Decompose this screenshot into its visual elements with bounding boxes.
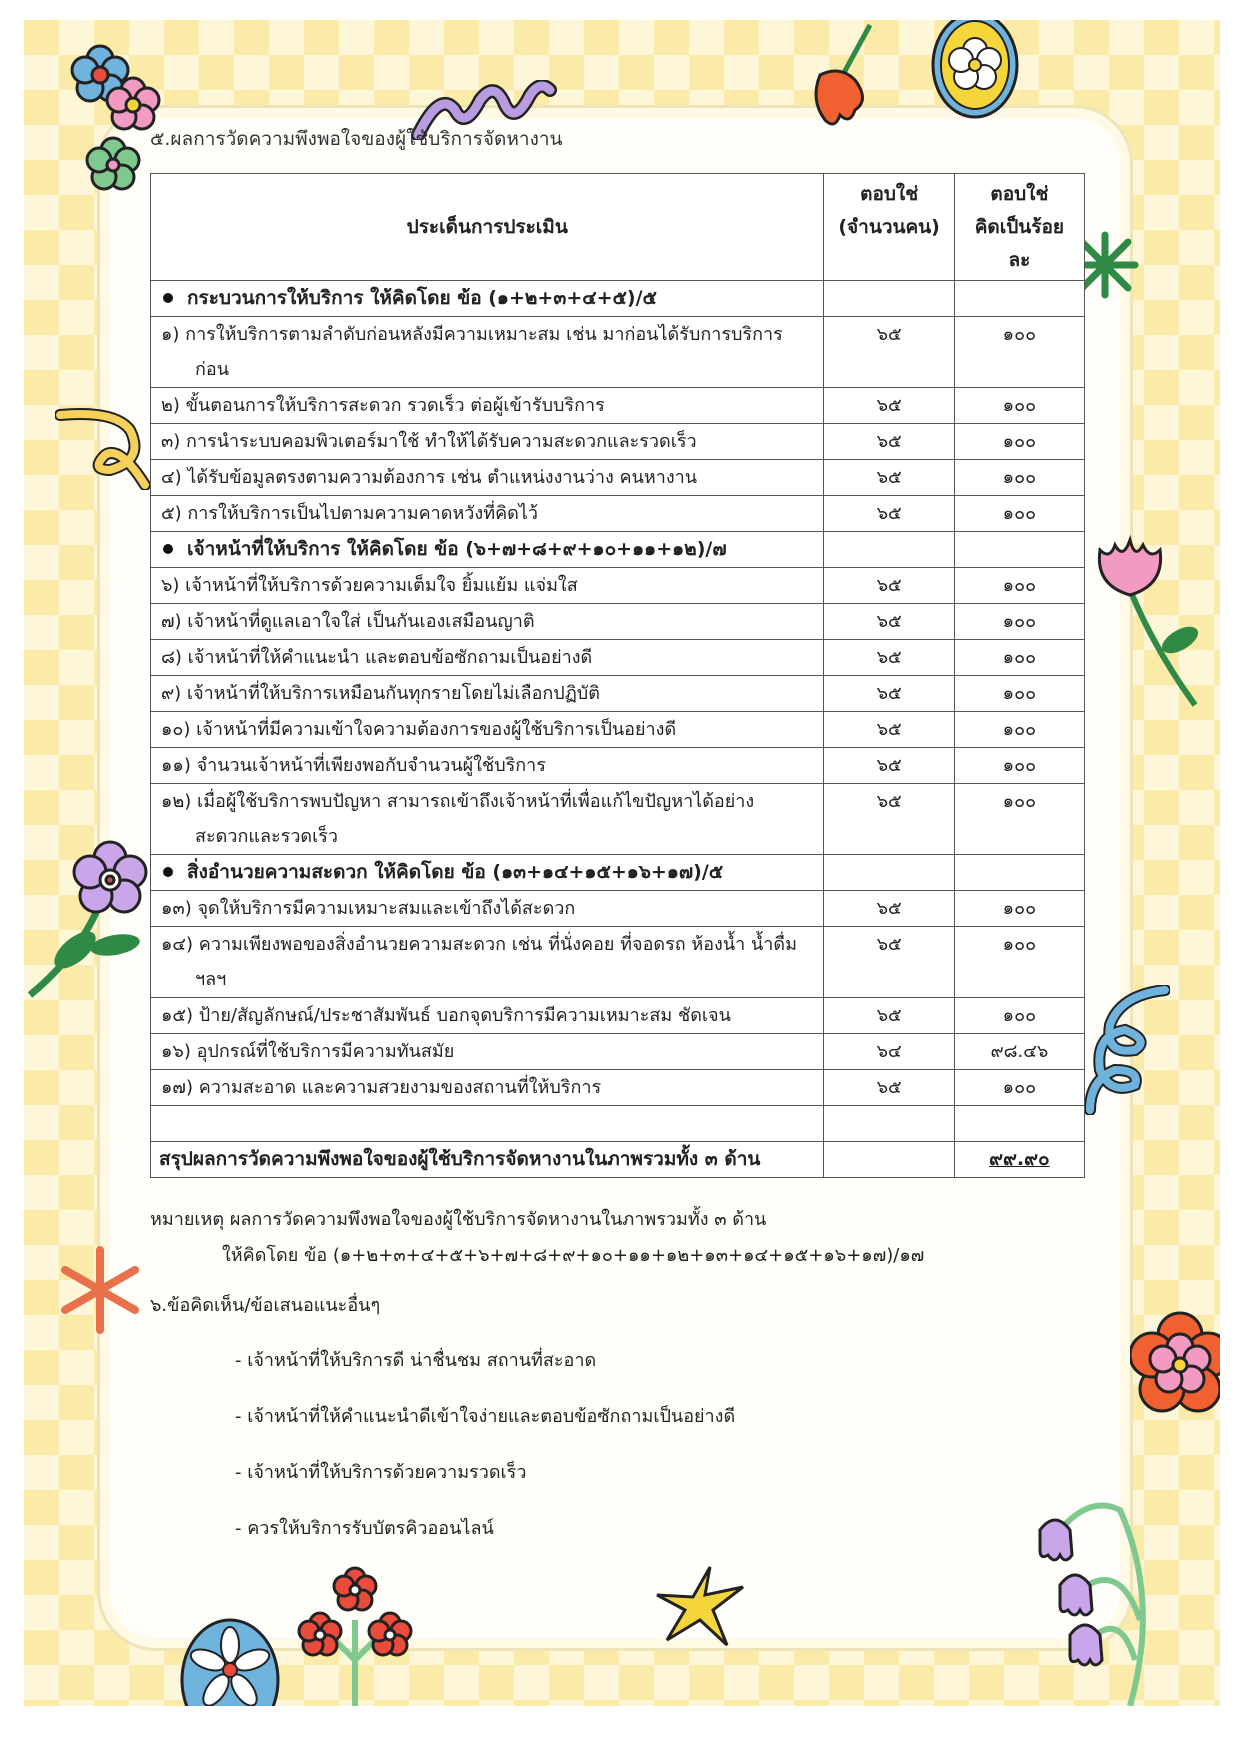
blank-row	[151, 1106, 1085, 1142]
item-description-cell	[151, 568, 824, 604]
note	[150, 1202, 924, 1274]
group-row	[151, 532, 1085, 568]
table-row	[151, 1034, 1085, 1070]
item-percent: ๑๐๐	[954, 784, 1084, 855]
item-percent: ๑๐๐	[954, 496, 1084, 532]
group-row	[151, 855, 1085, 891]
header-count-line2: (จำนวนคน)	[838, 215, 940, 238]
bullet-icon	[163, 293, 173, 303]
table-row	[151, 460, 1085, 496]
item-text: ๓) การนำระบบคอมพิวเตอร์มาใช้ ทำให้ได้รับความสะดวกและรวดเร็ว	[161, 431, 697, 452]
item-count: ๖๕	[824, 891, 954, 927]
item-count: ๖๕	[824, 1070, 954, 1106]
item-description-cell	[151, 424, 824, 460]
item-percent: ๑๐๐	[954, 424, 1084, 460]
item-description-cell	[151, 927, 824, 998]
item-description-cell	[151, 784, 824, 855]
bullet-icon	[163, 867, 173, 877]
item-percent: ๑๐๐	[954, 927, 1084, 998]
item-description-cell	[151, 317, 824, 388]
table-row	[151, 568, 1085, 604]
item-description-cell	[151, 748, 824, 784]
summary-percent: ๙๙.๙๐	[954, 1142, 1084, 1178]
item-percent: ๑๐๐	[954, 604, 1084, 640]
blank-cell	[151, 1106, 824, 1142]
item-text: ๑๕) ป้าย/สัญลักษณ์/ประชาสัมพันธ์ บอกจุดบริการมีความเหมาะสม ชัดเจน	[161, 1005, 731, 1026]
header-percent-line3: ละ	[1008, 248, 1031, 271]
item-text: ๑๓) จุดให้บริการมีความเหมาะสมและเข้าถึงได้สะดวก	[161, 898, 576, 919]
item-count: ๖๕	[824, 424, 954, 460]
item-description-cell	[151, 388, 824, 424]
item-description-cell	[151, 1070, 824, 1106]
blue-ribbon-icon	[1080, 985, 1170, 1115]
comment-item: - เจ้าหน้าที่ให้บริการด้วยความรวดเร็ว	[235, 1462, 527, 1483]
group-title: เจ้าหน้าที่ให้บริการ ให้คิดโดย ข้อ (๖+๗+๘+๙+๑๐+๑๑+๑๒)/๗	[187, 538, 727, 560]
group-title-cell	[151, 855, 824, 891]
header-count-line1: ตอบใช่	[860, 182, 919, 205]
note-line-2: ให้คิดโดย ข้อ (๑+๒+๓+๔+๕+๖+๗+๘+๙+๑๐+๑๑+๑๒+๑๓+๑๔+๑๕+๑๖+๑๗)/๑๗	[222, 1245, 925, 1266]
blank-cell	[824, 1106, 954, 1142]
item-percent: ๑๐๐	[954, 388, 1084, 424]
item-percent: ๑๐๐	[954, 676, 1084, 712]
item-count: ๖๕	[824, 568, 954, 604]
table-row	[151, 317, 1085, 388]
item-text-continuation: สะดวกและรวดเร็ว	[195, 826, 339, 847]
item-count: ๖๕	[824, 460, 954, 496]
group-title: สิ่งอำนวยความสะดวก ให้คิดโดย ข้อ (๑๓+๑๔+๑๕+๑๖+๑๗)/๕	[187, 861, 724, 883]
item-description-cell	[151, 604, 824, 640]
group-percent-cell	[954, 281, 1084, 317]
item-percent: ๑๐๐	[954, 460, 1084, 496]
group-title-cell	[151, 532, 824, 568]
item-description-cell	[151, 1034, 824, 1070]
group-count-cell	[824, 281, 954, 317]
orange-asterisk-icon	[55, 1245, 145, 1335]
item-count: ๖๕	[824, 604, 954, 640]
comment-item: - เจ้าหน้าที่ให้บริการดี น่าชื่นชม สถานที่สะอาด	[235, 1350, 597, 1371]
item-count: ๖๕	[824, 748, 954, 784]
group-count-cell	[824, 855, 954, 891]
item-count: ๖๕	[824, 317, 954, 388]
summary-label: สรุปผลการวัดความพึงพอใจของผู้ใช้บริการจัดหางานในภาพรวมทั้ง ๓ ด้าน	[151, 1142, 824, 1178]
header-topic: ประเด็นการประเมิน	[151, 174, 824, 281]
item-text: ๕) การให้บริการเป็นไปตามความคาดหวังที่คิดไว้	[161, 503, 538, 524]
bellflower-icon	[1010, 1500, 1160, 1706]
item-count: ๖๕	[824, 712, 954, 748]
item-percent: ๑๐๐	[954, 568, 1084, 604]
item-text: ๔) ได้รับข้อมูลตรงตามความต้องการ เช่น ตำแหน่งงานว่าง คนหางาน	[161, 467, 698, 488]
item-description-cell	[151, 496, 824, 532]
table-row	[151, 891, 1085, 927]
header-percent-line2: คิดเป็นร้อย	[974, 215, 1065, 238]
table-row	[151, 712, 1085, 748]
header-percent-line1: ตอบใช่	[990, 182, 1049, 205]
item-percent: ๑๐๐	[954, 317, 1084, 388]
item-percent: ๑๐๐	[954, 712, 1084, 748]
item-description-cell	[151, 460, 824, 496]
item-text: ๑๐) เจ้าหน้าที่มีความเข้าใจความต้องการของผู้ใช้บริการเป็นอย่างดี	[161, 719, 677, 740]
group-title: กระบวนการให้บริการ ให้คิดโดย ข้อ (๑+๒+๓+๔+๕)/๕	[187, 287, 657, 309]
group-title-cell	[151, 281, 824, 317]
item-count: ๖๕	[824, 998, 954, 1034]
item-text-continuation: ฯลฯ	[195, 969, 227, 990]
item-description-cell	[151, 712, 824, 748]
item-percent: ๑๐๐	[954, 748, 1084, 784]
header-percent	[954, 174, 1084, 281]
bottom-left-flowers-icon	[170, 1560, 460, 1706]
item-count: ๖๕	[824, 388, 954, 424]
summary-row	[151, 1142, 1085, 1178]
item-text: ๑๔) ความเพียงพอของสิ่งอำนวยความสะดวก เช่น ที่นั่งคอย ที่จอดรถ ห้องน้ำ น้ำดื่ม	[161, 934, 797, 955]
item-description-cell	[151, 891, 824, 927]
yellow-star-icon	[655, 1565, 745, 1650]
table-row	[151, 927, 1085, 998]
item-text: ๘) เจ้าหน้าที่ให้คำแนะนำ และตอบข้อซักถามเป็นอย่างดี	[161, 647, 593, 668]
group-row	[151, 281, 1085, 317]
section-6-title: ๖.ข้อคิดเห็น/ข้อเสนอแนะอื่นๆ	[150, 1295, 381, 1316]
item-text: ๒) ขั้นตอนการให้บริการสะดวก รวดเร็ว ต่อผู้เข้ารับบริการ	[161, 395, 605, 416]
item-count: ๖๕	[824, 784, 954, 855]
item-percent: ๑๐๐	[954, 998, 1084, 1034]
table-row	[151, 604, 1085, 640]
item-text: ๙) เจ้าหน้าที่ให้บริการเหมือนกันทุกรายโดยไม่เลือกปฏิบัติ	[161, 683, 600, 704]
item-text: ๑) การให้บริการตามลำดับก่อนหลังมีความเหมาะสม เช่น มาก่อนได้รับการบริการ	[161, 324, 783, 345]
item-count: ๖๕	[824, 676, 954, 712]
section-5-title: ๕.ผลการวัดความพึงพอใจของผู้ใช้บริการจัดหางาน	[150, 128, 563, 150]
comment-item: - ควรให้บริการรับบัตรคิวออนไลน์	[235, 1518, 494, 1539]
orange-pink-flower-icon	[1130, 1310, 1220, 1420]
purple-flower-icon	[25, 830, 155, 1010]
note-line-1: หมายเหตุ ผลการวัดความพึงพอใจของผู้ใช้บริการจัดหางานในภาพรวมทั้ง ๓ ด้าน	[150, 1209, 767, 1230]
item-text: ๗) เจ้าหน้าที่ดูแลเอาใจใส่ เป็นกันเองเสมือนญาติ	[161, 611, 535, 632]
item-description-cell	[151, 676, 824, 712]
item-text: ๑๒) เมื่อผู้ใช้บริการพบปัญหา สามารถเข้าถึงเจ้าหน้าที่เพื่อแก้ไขปัญหาได้อย่าง	[161, 791, 755, 812]
table-row	[151, 388, 1085, 424]
item-count: ๖๕	[824, 496, 954, 532]
item-percent: ๙๘.๔๖	[954, 1034, 1084, 1070]
item-text-continuation: ก่อน	[195, 359, 230, 380]
item-percent: ๑๐๐	[954, 1070, 1084, 1106]
pink-tulip-icon	[1085, 530, 1205, 710]
item-percent: ๑๐๐	[954, 891, 1084, 927]
table-row	[151, 640, 1085, 676]
table-row	[151, 424, 1085, 460]
tulip-and-daisy-icon	[780, 20, 1020, 140]
group-count-cell	[824, 532, 954, 568]
item-count: ๖๕	[824, 927, 954, 998]
table-row	[151, 496, 1085, 532]
table-row	[151, 1070, 1085, 1106]
table-row	[151, 998, 1085, 1034]
header-count	[824, 174, 954, 281]
item-text: ๖) เจ้าหน้าที่ให้บริการด้วยความเต็มใจ ยิ้มแย้ม แจ่มใส	[161, 575, 578, 596]
comment-item: - เจ้าหน้าที่ให้คำแนะนำดีเข้าใจง่ายและตอบข้อซักถามเป็นอย่างดี	[235, 1406, 736, 1427]
yellow-ribbon-icon	[55, 400, 150, 490]
table-row	[151, 784, 1085, 855]
table-row	[151, 676, 1085, 712]
table-body	[151, 281, 1085, 1178]
item-description-cell	[151, 640, 824, 676]
group-percent-cell	[954, 855, 1084, 891]
summary-count-cell	[824, 1142, 954, 1178]
item-percent: ๑๐๐	[954, 640, 1084, 676]
item-count: ๖๕	[824, 640, 954, 676]
item-description-cell	[151, 998, 824, 1034]
item-text: ๑๗) ความสะอาด และความสวยงามของสถานที่ให้บริการ	[161, 1077, 602, 1098]
item-text: ๑๑) จำนวนเจ้าหน้าที่เพียงพอกับจำนวนผู้ใช้บริการ	[161, 755, 546, 776]
item-count: ๖๔	[824, 1034, 954, 1070]
blank-cell	[954, 1106, 1084, 1142]
bullet-icon	[163, 544, 173, 554]
table-row	[151, 748, 1085, 784]
group-percent-cell	[954, 532, 1084, 568]
table-header-row	[151, 174, 1085, 281]
item-text: ๑๖) อุปกรณ์ที่ใช้บริการมีความทันสมัย	[161, 1041, 455, 1062]
evaluation-table	[150, 173, 1085, 1178]
